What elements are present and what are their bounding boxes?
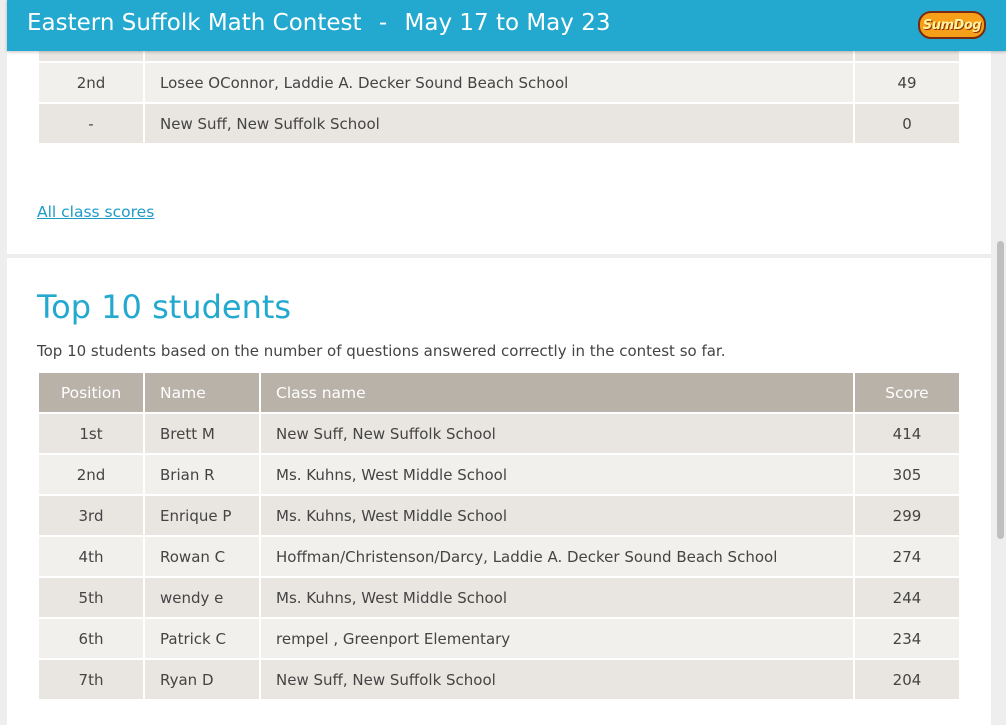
- student-name-cell: Ryan D: [145, 660, 259, 699]
- student-name-cell: wendy e: [145, 578, 259, 617]
- class-name-cell: Hoffman/Christenson/Darcy, Laddie A. Decker Sound Beach School: [261, 537, 853, 576]
- class-name-cell: New Suff, New Suffolk School: [261, 414, 853, 453]
- score-cell: 204: [855, 660, 959, 699]
- all-class-scores-link[interactable]: All class scores: [37, 203, 155, 221]
- score-cell: 234: [855, 619, 959, 658]
- contest-name: Eastern Suffolk Math Contest: [27, 10, 362, 36]
- section-title: Top 10 students: [37, 288, 292, 326]
- class-name-cell: Losee OConnor, Laddie A. Decker Sound Beach School: [145, 63, 853, 102]
- table-row: [39, 660, 959, 699]
- position-cell: 1st: [39, 414, 143, 453]
- table-header-row: [39, 373, 959, 412]
- contest-title: [27, 10, 610, 36]
- student-name-cell: Enrique P: [145, 496, 259, 535]
- section-description: Top 10 students based on the number of questions answered correctly in the contest so far.: [37, 342, 726, 360]
- column-header-name: Name: [145, 373, 259, 412]
- contest-date-range: May 17 to May 23: [404, 10, 611, 36]
- class-name-cell: Ms. Kuhns, West Middle School: [261, 496, 853, 535]
- class-name-cell: New Suff, New Suffolk School: [145, 104, 853, 143]
- position-cell: 2nd: [39, 455, 143, 494]
- column-header-position: Position: [39, 373, 143, 412]
- table-row: [39, 619, 959, 658]
- position-cell: 7th: [39, 660, 143, 699]
- position-cell: 3rd: [39, 496, 143, 535]
- position-cell: 6th: [39, 619, 143, 658]
- table-row: [39, 537, 959, 576]
- score-cell: 0: [855, 104, 959, 143]
- position-cell: 5th: [39, 578, 143, 617]
- page-scrollbar[interactable]: [997, 241, 1004, 539]
- app-header: [7, 0, 1006, 51]
- sumdog-logo[interactable]: SumDog: [918, 11, 986, 39]
- position-cell: -: [39, 104, 143, 143]
- table-row: [39, 414, 959, 453]
- score-cell: 299: [855, 496, 959, 535]
- score-cell: 49: [855, 63, 959, 102]
- score-cell: 244: [855, 578, 959, 617]
- table-row: [39, 63, 959, 102]
- column-header-class-name: Class name: [261, 373, 853, 412]
- table-row: [39, 496, 959, 535]
- class-name-cell: rempel , Greenport Elementary: [261, 619, 853, 658]
- position-cell: 2nd: [39, 63, 143, 102]
- class-name-cell: Ms. Kuhns, West Middle School: [261, 578, 853, 617]
- student-name-cell: Rowan C: [145, 537, 259, 576]
- student-name-cell: Patrick C: [145, 619, 259, 658]
- score-cell: 414: [855, 414, 959, 453]
- class-name-cell: New Suff, New Suffolk School: [261, 660, 853, 699]
- score-cell: 305: [855, 455, 959, 494]
- column-header-score: Score: [855, 373, 959, 412]
- title-separator: -: [378, 10, 388, 36]
- table-row: [39, 578, 959, 617]
- class-name-cell: Ms. Kuhns, West Middle School: [261, 455, 853, 494]
- table-row: [39, 104, 959, 143]
- position-cell: 4th: [39, 537, 143, 576]
- top-students-panel: [7, 258, 991, 725]
- score-cell: 274: [855, 537, 959, 576]
- student-name-cell: Brian R: [145, 455, 259, 494]
- top-students-table: [37, 371, 961, 701]
- table-row: [39, 455, 959, 494]
- student-name-cell: Brett M: [145, 414, 259, 453]
